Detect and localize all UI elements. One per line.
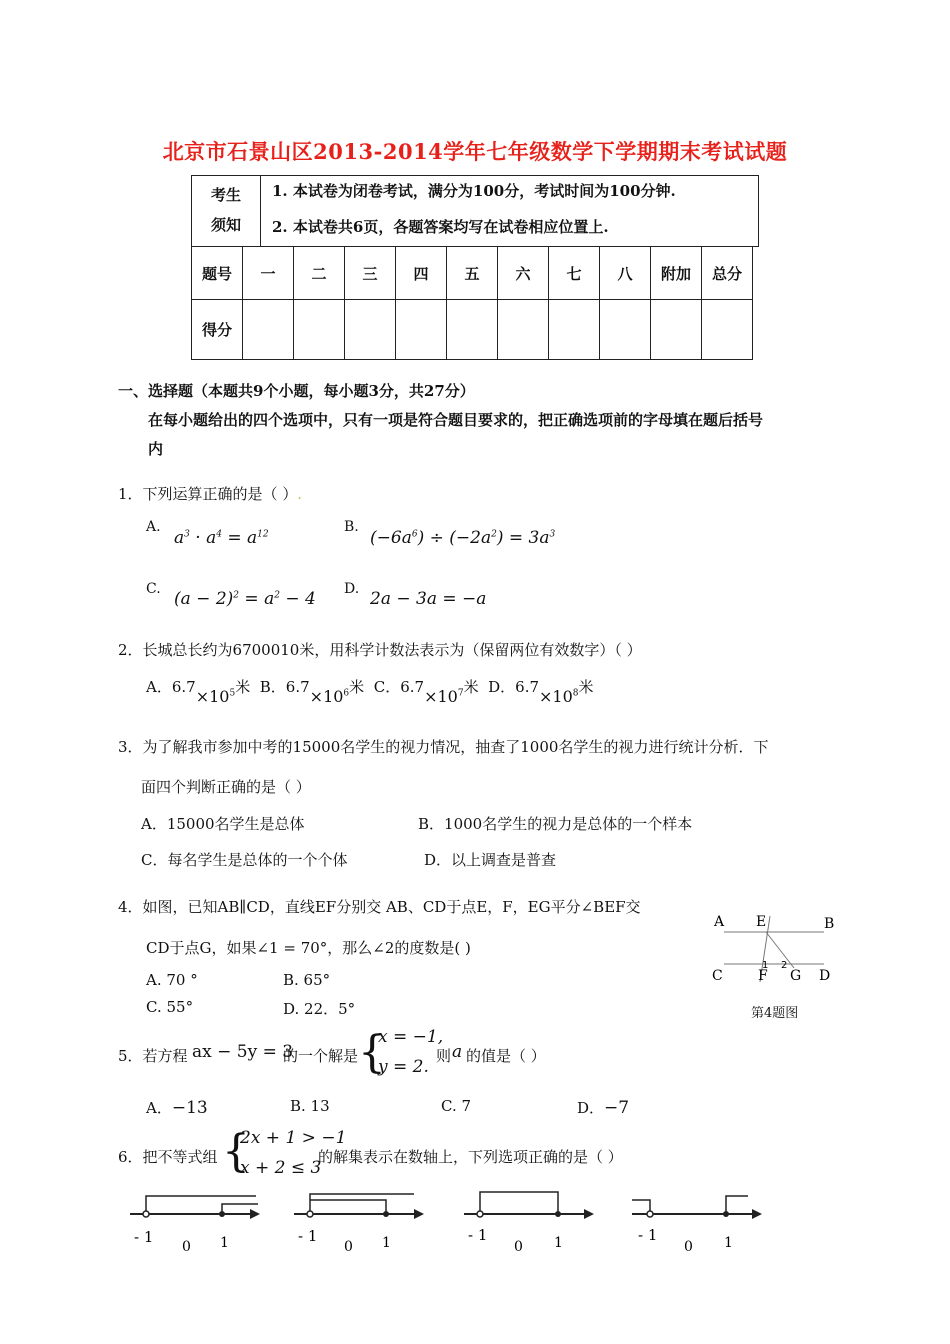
q6-prefix: 6．把不等式组 xyxy=(118,1148,218,1166)
q2-option-b-exp: 6 xyxy=(343,688,350,699)
tick-label-neg1: - 1 xyxy=(298,1227,318,1245)
score-cell[interactable] xyxy=(498,300,549,360)
q6-stem xyxy=(118,1128,718,1184)
q6-option-c-axis xyxy=(460,1184,596,1256)
q6-option-b-axis xyxy=(290,1184,426,1256)
q1-a-expr: $a^3 \cdot a^4 = a^{12}$ xyxy=(174,528,269,548)
line-eg xyxy=(766,932,794,968)
tick-label-0: 0 xyxy=(344,1239,353,1255)
score-header-cell: 六 xyxy=(498,247,549,300)
section-instruction-2: 内 xyxy=(148,440,164,458)
q5-brace: { xyxy=(358,1027,386,1078)
score-row-label: 得分 xyxy=(192,300,243,360)
q4-stem-2: CD于点G，如果∠1 = 70°，那么∠2的度数是( ) xyxy=(146,939,471,957)
notice-box xyxy=(191,175,759,247)
tick-label-neg1: - 1 xyxy=(468,1226,488,1244)
score-cell[interactable] xyxy=(243,300,294,360)
axis-arrow xyxy=(414,1209,424,1219)
tick-label-neg1: - 1 xyxy=(134,1228,154,1246)
q3-option-b: B．1000名学生的视力是总体的一个样本 xyxy=(418,815,693,833)
q1-d-label: D. xyxy=(344,581,360,597)
score-row xyxy=(192,300,753,360)
q2-stem: 2．长城总长约为6700010米，用科学计数法表示为（保留两位有效数字）（ ） xyxy=(118,641,642,659)
q2-option-c-exp: 7 xyxy=(457,688,464,699)
q5-option-a xyxy=(146,1097,208,1118)
q1-c-expr: $(a - 2)^2 = a^2 - 4$ xyxy=(174,589,316,609)
q5-end: 的值是（ ） xyxy=(466,1047,546,1065)
q5-suffix: 则 xyxy=(436,1047,452,1065)
score-header-cell: 一 xyxy=(243,247,294,300)
solution-segment xyxy=(480,1192,558,1214)
q5-option-a-label: A． xyxy=(146,1099,172,1117)
tick-label-1: 1 xyxy=(554,1235,563,1251)
score-cell[interactable] xyxy=(396,300,447,360)
q4-stem-1: 4．如图，已知AB∥CD，直线EF分别交 AB、CD于点E，F，EG平分∠BEF交 xyxy=(118,898,641,916)
q6-sys-2: x + 2 ≤ 3 xyxy=(240,1158,322,1178)
solution-segment xyxy=(310,1200,386,1214)
score-header-cell: 三 xyxy=(345,247,396,300)
solution-ray xyxy=(146,1196,256,1214)
angle-label-2: 2 xyxy=(781,960,788,971)
q4-figure xyxy=(706,906,840,990)
q3-option-c: C．每名学生是总体的一个个体 xyxy=(141,851,348,869)
notice-label-line1: 考生 xyxy=(210,186,241,204)
q1-c-label: C. xyxy=(146,581,161,597)
q2-option-b-label: B．6.7 xyxy=(259,678,310,696)
q2-option-c: C．$6.7\times 10^7$米 xyxy=(373,678,479,706)
q5-equation: ax − 5y = 3 xyxy=(192,1042,294,1062)
score-cell[interactable] xyxy=(294,300,345,360)
score-header-cell: 附加 xyxy=(651,247,702,300)
q4-option-b: B. 65° xyxy=(283,971,331,989)
score-cell[interactable] xyxy=(549,300,600,360)
solution-ray-right xyxy=(726,1196,748,1214)
q5-option-c: C. 7 xyxy=(441,1097,472,1115)
score-header-row xyxy=(192,247,753,300)
hollow-point xyxy=(477,1211,483,1217)
q2-option-d-exp: 8 xyxy=(572,688,579,699)
page-title: 北京市石景山区2013-2014学年七年级数学下学期期末考试试题 xyxy=(162,139,788,164)
axis-arrow xyxy=(584,1209,594,1219)
q1-stem xyxy=(118,483,302,504)
hollow-point xyxy=(647,1211,653,1217)
solid-point xyxy=(555,1211,561,1217)
tick-label-neg1: - 1 xyxy=(638,1226,658,1244)
q5-option-a-value: −13 xyxy=(171,1098,208,1118)
q5-sys-2: y = 2. xyxy=(378,1057,429,1077)
mark-dot: . xyxy=(297,487,302,503)
score-cell[interactable] xyxy=(447,300,498,360)
angle-label-1: 1 xyxy=(762,960,769,971)
hollow-point xyxy=(307,1211,313,1217)
tick-label-1: 1 xyxy=(220,1235,229,1251)
q2-option-d-unit: 米 xyxy=(578,678,594,696)
solution-ray xyxy=(310,1194,414,1214)
q2-option-b-unit: 米 xyxy=(349,678,365,696)
q6-option-a-axis xyxy=(126,1184,262,1256)
q3-stem-2: 面四个判断正确的是（ ） xyxy=(141,778,311,796)
notice-label xyxy=(192,176,261,246)
axis-arrow xyxy=(250,1209,260,1219)
q2-option-c-unit: 米 xyxy=(463,678,479,696)
q5-sys-1: x = −1, xyxy=(378,1027,444,1047)
q4-option-c: C. 55° xyxy=(146,998,194,1016)
hollow-point xyxy=(143,1211,149,1217)
section-heading: 一、选择题（本题共9个小题，每小题3分，共27分） xyxy=(118,382,475,400)
tick-label-0: 0 xyxy=(514,1239,523,1255)
q6-sys-1: 2x + 1 > −1 xyxy=(240,1128,347,1148)
point-label-g: G xyxy=(790,968,802,984)
point-label-b: B xyxy=(824,916,835,932)
q3-option-d: D．以上调查是普查 xyxy=(424,851,557,869)
q5-option-d xyxy=(577,1097,629,1118)
q5-option-d-label: D． xyxy=(577,1099,605,1117)
q5-option-b: B. 13 xyxy=(290,1097,330,1115)
q2-option-d-label: D．6.7 xyxy=(488,678,540,696)
point-label-c: C xyxy=(712,968,723,984)
q1-stem-text: 1．下列运算正确的是（ ） xyxy=(118,485,298,503)
q2-option-a-unit: 米 xyxy=(235,678,251,696)
score-header-cell: 七 xyxy=(549,247,600,300)
score-header-cell: 八 xyxy=(600,247,651,300)
score-header-cell: 题号 xyxy=(192,247,243,300)
q1-b-label: B. xyxy=(344,519,359,535)
score-cell[interactable] xyxy=(651,300,702,360)
tick-label-0: 0 xyxy=(182,1239,191,1255)
q2-option-a-exp: 5 xyxy=(229,688,236,699)
q4-option-a: A. 70 ° xyxy=(146,971,198,989)
q3-option-a: A．15000名学生是总体 xyxy=(141,815,305,833)
tick-label-0: 0 xyxy=(684,1239,693,1255)
score-cell[interactable] xyxy=(345,300,396,360)
score-header-cell: 总分 xyxy=(702,247,753,300)
solid-point xyxy=(219,1211,225,1217)
q2-option-a-label: A．6.7 xyxy=(146,678,196,696)
q2-option-a: A．$6.7\times 10^5$米 xyxy=(146,678,251,706)
q2-option-c-label: C．6.7 xyxy=(373,678,425,696)
score-header-cell: 五 xyxy=(447,247,498,300)
axis-arrow xyxy=(752,1209,762,1219)
score-header-cell: 二 xyxy=(294,247,345,300)
solid-point xyxy=(723,1211,729,1217)
q5-var: a xyxy=(452,1042,463,1062)
q3-stem-1: 3．为了解我市参加中考的15000名学生的视力情况，抽查了1000名学生的视力进行统计分析．下 xyxy=(118,738,769,756)
point-label-a: A xyxy=(714,914,725,930)
tick-label-1: 1 xyxy=(724,1235,733,1251)
score-cell[interactable] xyxy=(600,300,651,360)
q5-mid: 的一个解是 xyxy=(283,1047,359,1065)
solid-point xyxy=(383,1211,389,1217)
q6-brace: { xyxy=(222,1126,250,1177)
tick-label-1: 1 xyxy=(382,1235,391,1251)
q2-option-d: D．$6.7\times 10^8$米 xyxy=(488,678,594,706)
q5-prefix: 5．若方程 xyxy=(118,1047,188,1065)
score-cell[interactable] xyxy=(702,300,753,360)
q1-d-expr: 2a − 3a = −a xyxy=(370,589,487,609)
point-label-d: D xyxy=(819,968,831,984)
q4-option-d: D. 22．5° xyxy=(283,1000,356,1018)
q2-option-b: B．$6.7\times 10^6$米 xyxy=(259,678,365,706)
q6-option-d-axis xyxy=(628,1184,764,1256)
notice-item-1: 1. 本试卷为闭卷考试，满分为100分，考试时间为100分钟. xyxy=(272,182,676,200)
section-instruction-1: 在每小题给出的四个选项中，只有一项是符合题目要求的，把正确选项前的字母填在题后括号 xyxy=(148,411,764,429)
q1-b-expr: $(-6a^6) \div (-2a^2) = 3a^3$ xyxy=(370,528,556,548)
point-label-e: E xyxy=(756,914,767,930)
score-header-cell: 四 xyxy=(396,247,447,300)
q5-option-d-value: −7 xyxy=(604,1098,630,1118)
q1-a-label: A. xyxy=(146,519,161,535)
notice-item-2: 2. 本试卷共6页，各题答案均写在试卷相应位置上. xyxy=(272,218,609,236)
notice-label-line2: 须知 xyxy=(210,216,241,234)
q2-options xyxy=(146,676,594,706)
q6-suffix: 的解集表示在数轴上，下列选项正确的是（ ） xyxy=(318,1148,623,1166)
q4-figure-caption: 第4题图 xyxy=(751,1006,799,1021)
point-label-f: F xyxy=(758,968,768,984)
score-table xyxy=(191,246,753,360)
